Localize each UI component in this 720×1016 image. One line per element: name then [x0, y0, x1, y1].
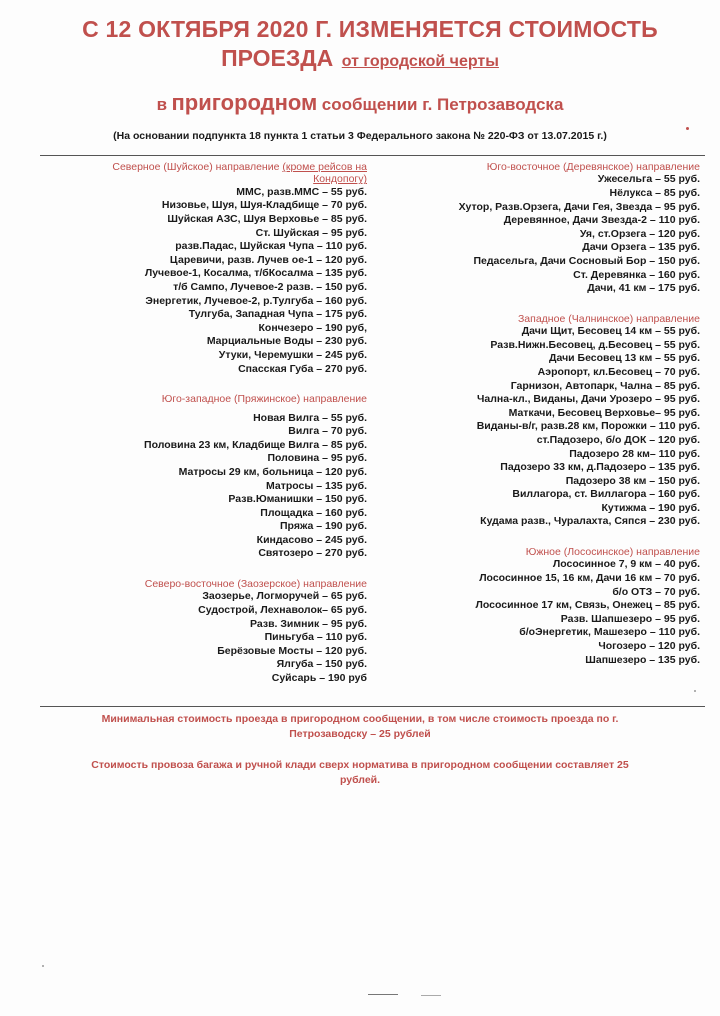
list-item: Разв.Нижн.Бесовец, д.Бесовец – 55 руб. — [490, 338, 700, 351]
list-item: Нёлукса – 85 руб. — [609, 187, 700, 199]
scan-signature-mark — [421, 995, 441, 996]
list-item: ст.Падозеро, б/о ДОК – 120 руб. — [536, 433, 700, 446]
west-direction-list — [390, 325, 700, 529]
minimum-fare-line-1: Минимальная стоимость проезда в пригородном сообщении, в том числе стоимость проезда по г. — [101, 713, 619, 725]
list-item: Дачи Щит, Бесовец 14 км – 55 руб. — [521, 325, 700, 338]
south-direction-list — [390, 558, 700, 667]
list-item: Деревянное, Дачи Звезда-2 – 110 руб. — [503, 214, 700, 227]
spacer — [40, 376, 367, 393]
headline-from-city-limit: от городской черты — [341, 53, 499, 70]
list-item: Суйсарь – 190 руб — [271, 672, 367, 685]
headline-suburban: пригородном — [171, 90, 318, 115]
list-item: Лососинное 7, 9 км – 40 руб. — [552, 558, 700, 571]
list-item: Тулгуба, Западная Чупа – 175 руб. — [188, 308, 367, 321]
list-item: Кутижма – 190 руб. — [601, 501, 700, 514]
south-direction-heading: Южное (Лососинское) направление — [525, 546, 700, 559]
baggage-fare-line-2: рублей. — [339, 774, 381, 786]
list-item: Дачи Бесовец 13 км – 55 руб. — [549, 352, 700, 365]
scan-signature-mark — [368, 994, 398, 995]
list-item: Энергетик, Лучевое-2, р.Тулгуба – 160 руб. — [145, 294, 367, 307]
west-direction-heading: Западное (Чалнинское) направление — [517, 312, 700, 325]
headline-city: сообщении г. Петрозаводска — [321, 95, 564, 114]
spacer — [40, 561, 367, 578]
list-item: б/о ОТЗ – 70 руб. — [612, 585, 700, 598]
list-item: Уя, ст.Орзега – 120 руб. — [579, 227, 700, 240]
headline-line3 — [0, 90, 720, 116]
list-item: Новая Вилга – 55 руб. — [253, 411, 367, 424]
list-item: Чогозеро – 120 руб. — [598, 640, 700, 653]
list-item: Шапшезеро – 135 руб. — [585, 653, 700, 666]
headline: С 12 ОКТЯБРЯ 2020 Г. ИЗМЕНЯЕТСЯ СТОИМОСТЬ — [82, 16, 658, 42]
list-item: Дачи, 41 км – 175 руб. — [587, 282, 700, 295]
southwest-direction-list — [40, 412, 367, 562]
list-item: Шуйская АЗС, Шуя Верховье – 85 руб. — [167, 213, 367, 225]
list-item: Падозеро 33 км, д.Падозеро – 135 руб. — [500, 461, 700, 474]
minimum-fare-note — [60, 712, 660, 742]
list-item: Киндасово – 245 руб. — [256, 533, 367, 546]
list-item: Ст. Деревянка – 160 руб. — [573, 268, 700, 281]
north-heading-note-2: Кондопогу) — [313, 173, 367, 186]
list-item: Разв.Юманишки – 150 руб. — [228, 493, 367, 506]
baggage-fare-line-1: Стоимость провоза багажа и ручной клади сверх норматива в пригородном сообщении составляет 25 — [91, 759, 629, 771]
list-item: Хутор, Разв.Орзега, Дачи Гея, Звезда – 95 руб. — [458, 200, 700, 213]
headline-fare-word: ПРОЕЗДА — [221, 45, 334, 71]
list-item: Кудама разв., Чуралахта, Сяпся – 230 руб. — [480, 515, 700, 528]
scan-mark — [42, 965, 44, 967]
scan-mark — [694, 690, 696, 692]
list-item: Половина – 95 руб. — [267, 452, 367, 465]
list-item: Виданы-в/г, разв.28 км, Порожки – 110 руб. — [476, 420, 700, 433]
list-item: б/оЭнергетик, Машезеро – 110 руб. — [519, 626, 700, 639]
list-item: Лососинное 17 км, Связь, Онежец – 85 руб. — [475, 599, 700, 612]
list-item: т/б Сампо, Лучевое-2 разв. – 150 руб. — [173, 280, 367, 293]
list-item: Дачи Орзега – 135 руб. — [582, 241, 700, 254]
list-item: Царевичи, разв. Лучев ое-1 – 120 руб. — [169, 253, 367, 266]
legal-basis: (На основании подпункта 18 пункта 1 статьи 3 Федерального закона № 220-ФЗ от 13.07.2015 г.) — [113, 130, 607, 142]
list-item: Разв. Зимник – 95 руб. — [250, 617, 367, 630]
list-item: Аэропорт, кл.Бесовец – 70 руб. — [537, 365, 700, 378]
list-item: Ялгуба – 150 руб. — [276, 658, 367, 671]
list-item: Матросы 29 км, больница – 120 руб. — [178, 465, 367, 478]
scan-mark — [686, 127, 689, 130]
spacer — [390, 296, 700, 313]
list-item: Ст. Шуйская – 95 руб. — [255, 226, 367, 239]
list-item: Падозеро 28 км– 110 руб. — [569, 447, 700, 460]
list-item: Спасская Губа – 270 руб. — [238, 362, 367, 375]
right-column — [390, 161, 700, 667]
headline-prep: в — [156, 95, 168, 114]
north-direction-heading — [40, 161, 367, 186]
list-item: Ужесельга – 55 руб. — [597, 173, 700, 186]
list-item: Виллагора, ст. Виллагора – 160 руб. — [512, 488, 700, 501]
top-divider — [40, 155, 705, 156]
spacer — [390, 529, 700, 546]
list-item: Низовье, Шуя, Шуя-Кладбище – 70 руб. — [161, 199, 367, 212]
list-item: Гарнизон, Автопарк, Чална – 85 руб. — [510, 379, 700, 392]
north-direction-list — [40, 186, 367, 376]
list-item: Маткачи, Бесовец Верховье– 95 руб. — [508, 406, 700, 419]
southwest-direction-heading: Юго-западное (Пряжинское) направление — [161, 393, 367, 406]
list-item: Педасельга, Дачи Сосновый Бор – 150 руб. — [473, 254, 700, 267]
northeast-direction-list — [40, 590, 367, 685]
north-heading-text: Северное (Шуйское) направление — [112, 161, 280, 173]
list-item: Чална-кл., Виданы, Дачи Урозеро – 95 руб. — [477, 393, 700, 406]
list-item: Заозерье, Логморучей – 65 руб. — [202, 590, 367, 603]
baggage-fare-note — [50, 758, 670, 788]
minimum-fare-line-2: Петрозаводску – 25 рублей — [289, 728, 431, 740]
list-item: Лососинное 15, 16 км, Дачи 16 км – 70 руб. — [479, 572, 700, 585]
north-heading-note: (кроме рейсов на — [282, 161, 367, 173]
list-item: Берёзовые Мосты – 120 руб. — [217, 644, 367, 657]
list-item: Разв. Шапшезеро – 95 руб. — [560, 612, 700, 625]
list-item: Пряжа – 190 руб. — [280, 520, 367, 533]
list-item: Марциальные Воды – 230 руб. — [206, 335, 367, 348]
list-item: Вилга – 70 руб. — [288, 425, 367, 438]
list-item: Падозеро 38 км – 150 руб. — [565, 474, 700, 487]
list-item: Утуки, Черемушки – 245 руб. — [218, 348, 367, 361]
list-item: Площадка – 160 руб. — [260, 506, 367, 519]
list-item: ММС, разв.ММС – 55 руб. — [236, 185, 367, 198]
bottom-divider — [40, 706, 705, 707]
list-item: разв.Падас, Шуйская Чупа – 110 руб. — [175, 240, 367, 253]
left-column — [40, 161, 367, 686]
southeast-direction-list — [390, 173, 700, 295]
list-item: Лучевое-1, Косалма, т/бКосалма – 135 руб. — [144, 267, 367, 280]
list-item: Матросы – 135 руб. — [266, 479, 367, 492]
list-item: Святозеро – 270 руб. — [258, 547, 367, 560]
list-item: Половина 23 км, Кладбище Вилга – 85 руб. — [144, 438, 367, 451]
southeast-direction-heading: Юго-восточное (Деревянское) направление — [486, 161, 700, 173]
headline-line2 — [0, 45, 720, 72]
list-item: Кончезеро – 190 руб, — [258, 321, 367, 334]
northeast-direction-heading: Северо-восточное (Заозерское) направление — [144, 578, 367, 591]
list-item: Пиньгуба – 110 руб. — [264, 631, 367, 644]
list-item: Судострой, Лехнаволок– 65 руб. — [198, 604, 367, 617]
